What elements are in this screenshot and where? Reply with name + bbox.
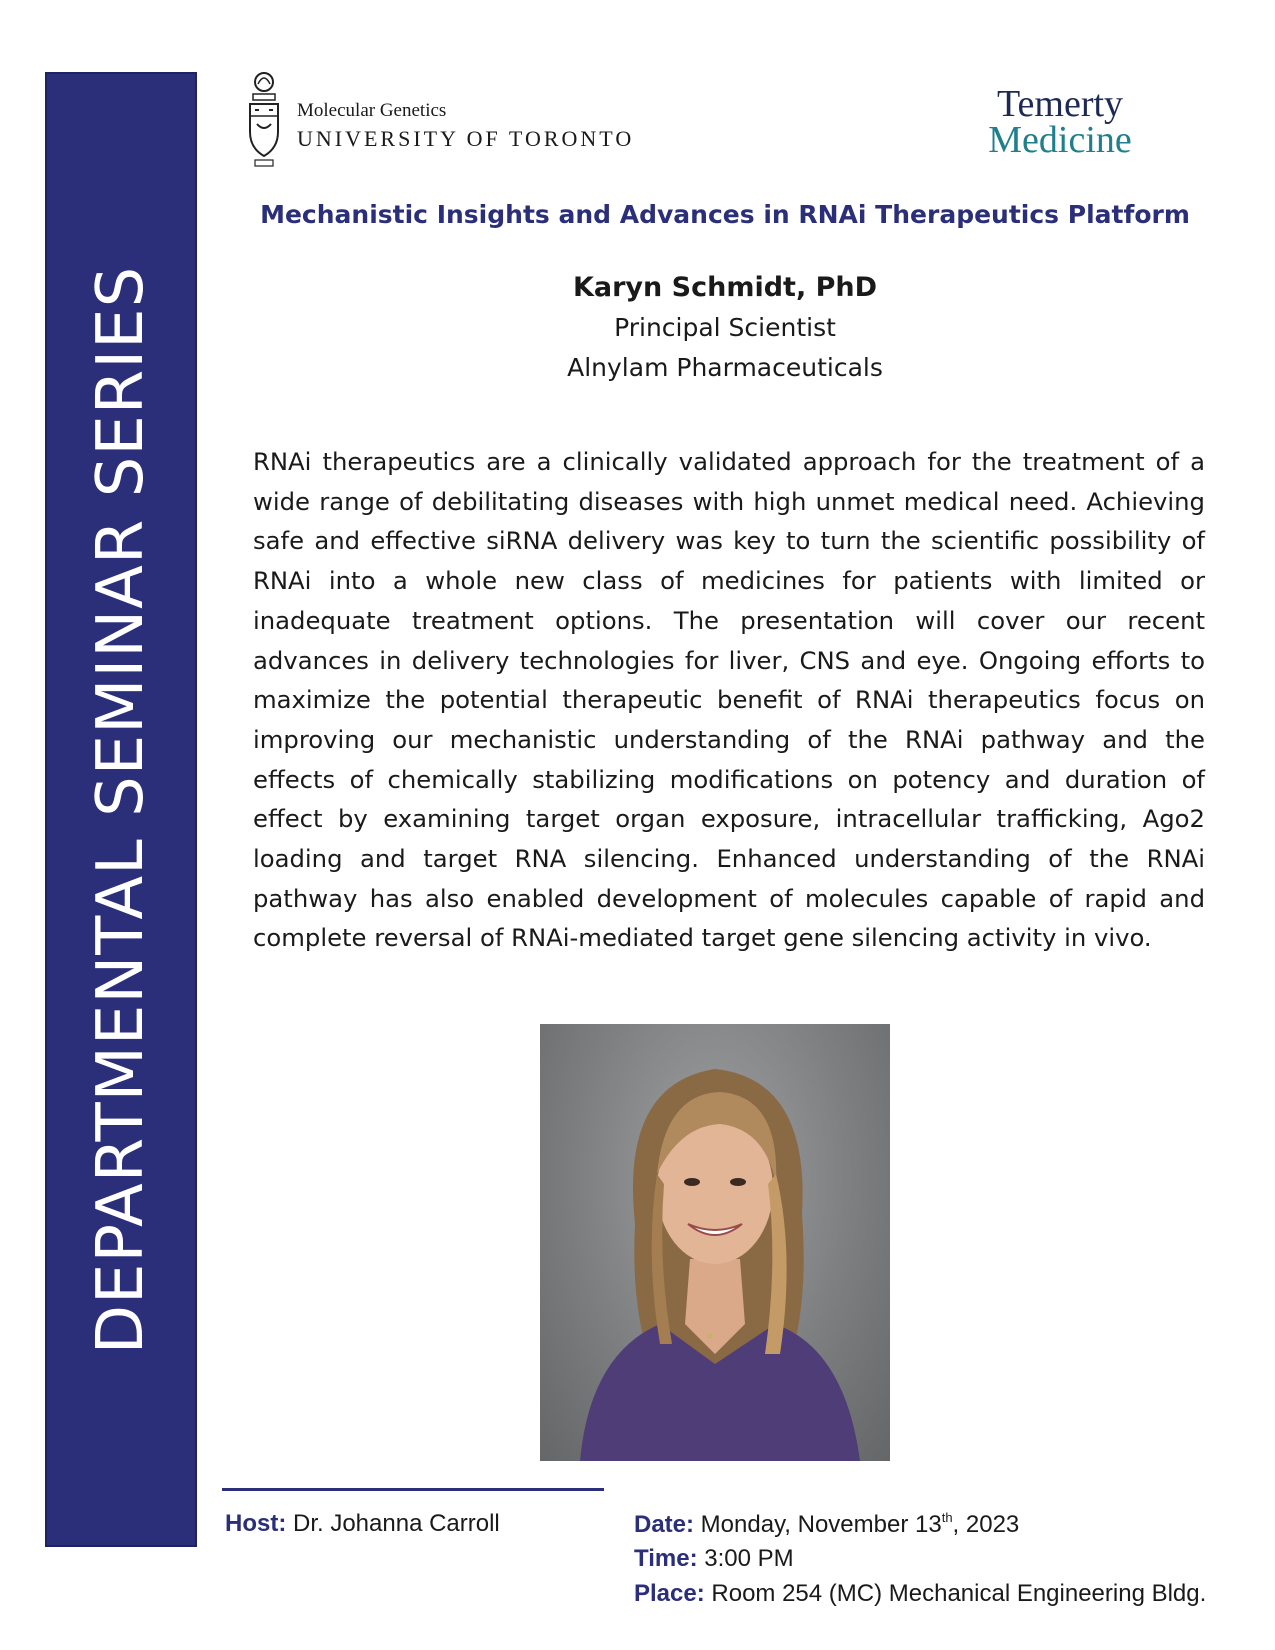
- banner-title: DEPARTMENTAL SEMINAR SERIES: [84, 265, 158, 1354]
- date-year: , 2023: [952, 1511, 1020, 1538]
- date-value: Monday, November 13: [694, 1511, 942, 1538]
- speaker-position: Principal Scientist: [614, 313, 836, 342]
- place-line: [634, 1580, 1206, 1608]
- uoft-logo: [245, 70, 685, 170]
- temerty-medicine-logo: [960, 83, 1160, 161]
- host-line: [225, 1510, 500, 1538]
- date-suffix: th: [941, 1510, 953, 1525]
- temerty-line1: Temerty: [996, 83, 1124, 125]
- talk-title: Mechanistic Insights and Advances in RNAi Therapeutics Platform: [260, 200, 1190, 229]
- abstract-text: RNAi therapeutics are a clinically validated approach for the treatment of a wide range of debilitating diseases with high unmet medical need. Achieving safe and effective siRNA delivery was key to turn the scientific possibility of RNAi into a whole new class of medicines for patients with limited or inadequate treatment options. The presentation will cover our recent advances in delivery technologies for liver, CNS and eye. Ongoing efforts to maximize the potential therapeutic benefit of RNAi therapeutics focus on improving our mechanistic understanding of the RNAi pathway and the effects of chemically stabilizing modifications on potency and duration of effect by examining target organ exposure, intracellular trafficking, Ago2 loading and target RNA silencing. Enhanced understanding of the RNAi pathway has also enabled development of molecules capable of rapid and complete reversal of RNAi-mediated target gene silencing activity in vivo.: [253, 447, 1205, 953]
- place-label: Place:: [634, 1580, 705, 1607]
- host-divider: [222, 1488, 604, 1491]
- uoft-department: Molecular Genetics: [297, 100, 447, 121]
- date-label: Date:: [634, 1511, 695, 1538]
- temerty-line2: Medicine: [988, 119, 1132, 161]
- speaker-portrait-icon: [540, 1024, 890, 1461]
- time-value: 3:00 PM: [697, 1545, 794, 1572]
- time-line: [634, 1545, 794, 1573]
- place-value: Room 254 (MC) Mechanical Engineering Bldg.: [704, 1580, 1207, 1607]
- speaker-name: Karyn Schmidt, PhD: [572, 272, 878, 303]
- host-value: Dr. Johanna Carroll: [286, 1510, 500, 1537]
- date-line: [634, 1510, 1019, 1539]
- speaker-photo: [540, 1024, 890, 1461]
- time-label: Time:: [634, 1545, 698, 1572]
- uoft-name: UNIVERSITY OF TORONTO: [297, 126, 635, 151]
- speaker-organization: Alnylam Pharmaceuticals: [567, 353, 883, 382]
- uoft-crest-icon: [245, 70, 283, 170]
- side-banner: [45, 72, 197, 1547]
- speaker-block: [230, 268, 1220, 388]
- host-label: Host:: [225, 1510, 287, 1537]
